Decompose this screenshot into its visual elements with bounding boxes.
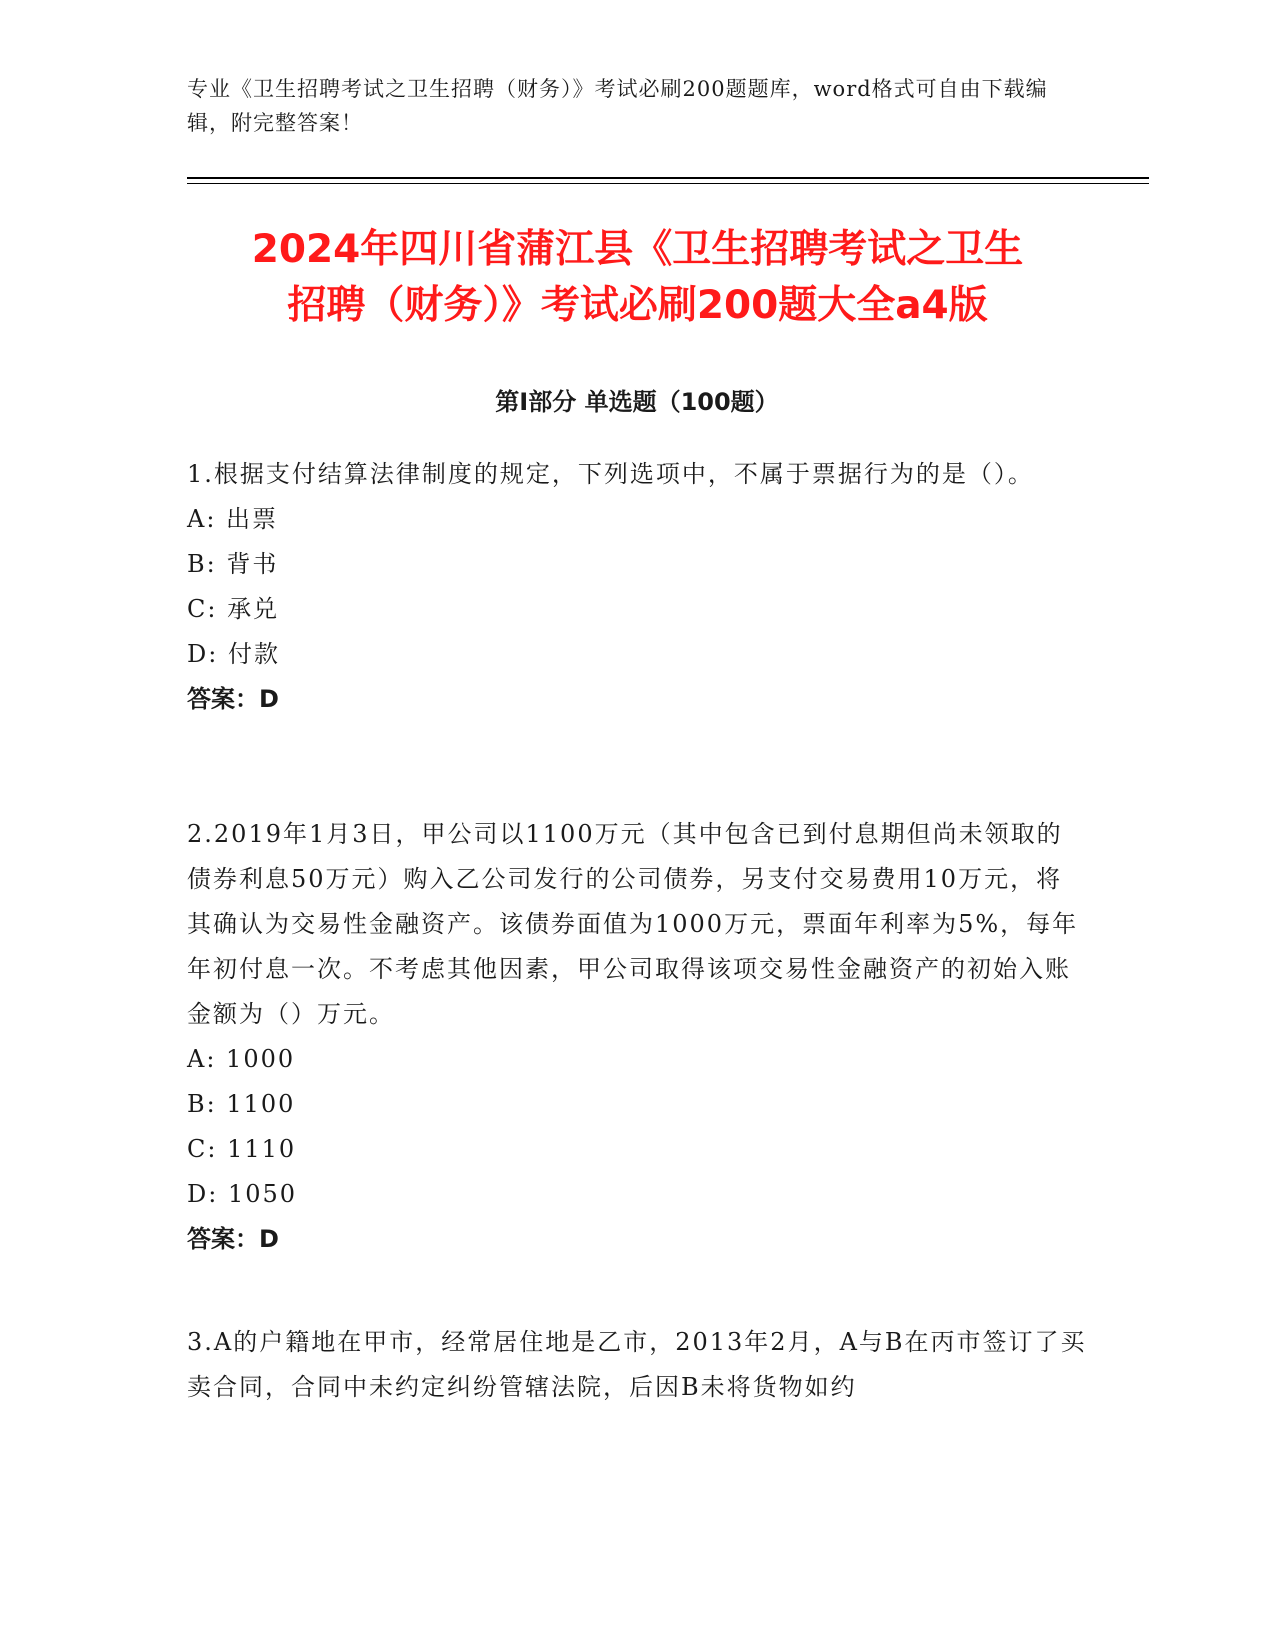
title-line-2: 招聘（财务）》考试必刷200题大全a4版 (287, 283, 988, 328)
question-stem: 3.A的户籍地在甲市，经常居住地是乙市，2013年2月，A与B在丙市签订了买卖合同，合同中未约定纠纷管辖法院，后因B未将货物如约 (187, 1328, 1087, 1401)
option-b: B: 1100 (187, 1090, 296, 1118)
option-c: C: 1110 (187, 1135, 297, 1163)
question-1 (187, 452, 1087, 722)
question-2 (187, 812, 1087, 1262)
document-title (170, 222, 1105, 334)
option-a: A: 出票 (187, 505, 279, 533)
option-b: B: 背书 (187, 550, 279, 578)
title-line-1: 2024年四川省蒲江县《卫生招聘考试之卫生 (251, 227, 1024, 272)
answer-label: 答案：D (187, 685, 279, 713)
header-divider-thick (187, 177, 1149, 179)
section-heading: 第I部分 单选题（100题） (495, 388, 779, 416)
question-3 (187, 1320, 1087, 1410)
option-a: A: 1000 (187, 1045, 296, 1073)
answer-label: 答案：D (187, 1225, 279, 1253)
question-stem: 1.根据支付结算法律制度的规定，下列选项中，不属于票据行为的是（）。 (187, 460, 1034, 488)
document-intro: 专业《卫生招聘考试之卫生招聘（财务）》考试必刷200题题库，word格式可自由下载编辑，附完整答案！ (187, 77, 1048, 135)
question-stem: 2.2019年1月3日，甲公司以1100万元（其中包含已到付息期但尚未领取的债券利息50万元）购入乙公司发行的公司债券，另支付交易费用10万元，将其确认为交易性金融资产。该债券面值为1000万元，票面年利率为5%，每年年初付息一次。不考虑其他因素，甲公司取得该项交易性金融资产的初始入账金额为（）万元。 (187, 820, 1079, 1028)
header-divider-thin (187, 183, 1149, 184)
option-d: D: 付款 (187, 640, 280, 668)
option-c: C: 承兑 (187, 595, 280, 623)
option-d: D: 1050 (187, 1180, 298, 1208)
